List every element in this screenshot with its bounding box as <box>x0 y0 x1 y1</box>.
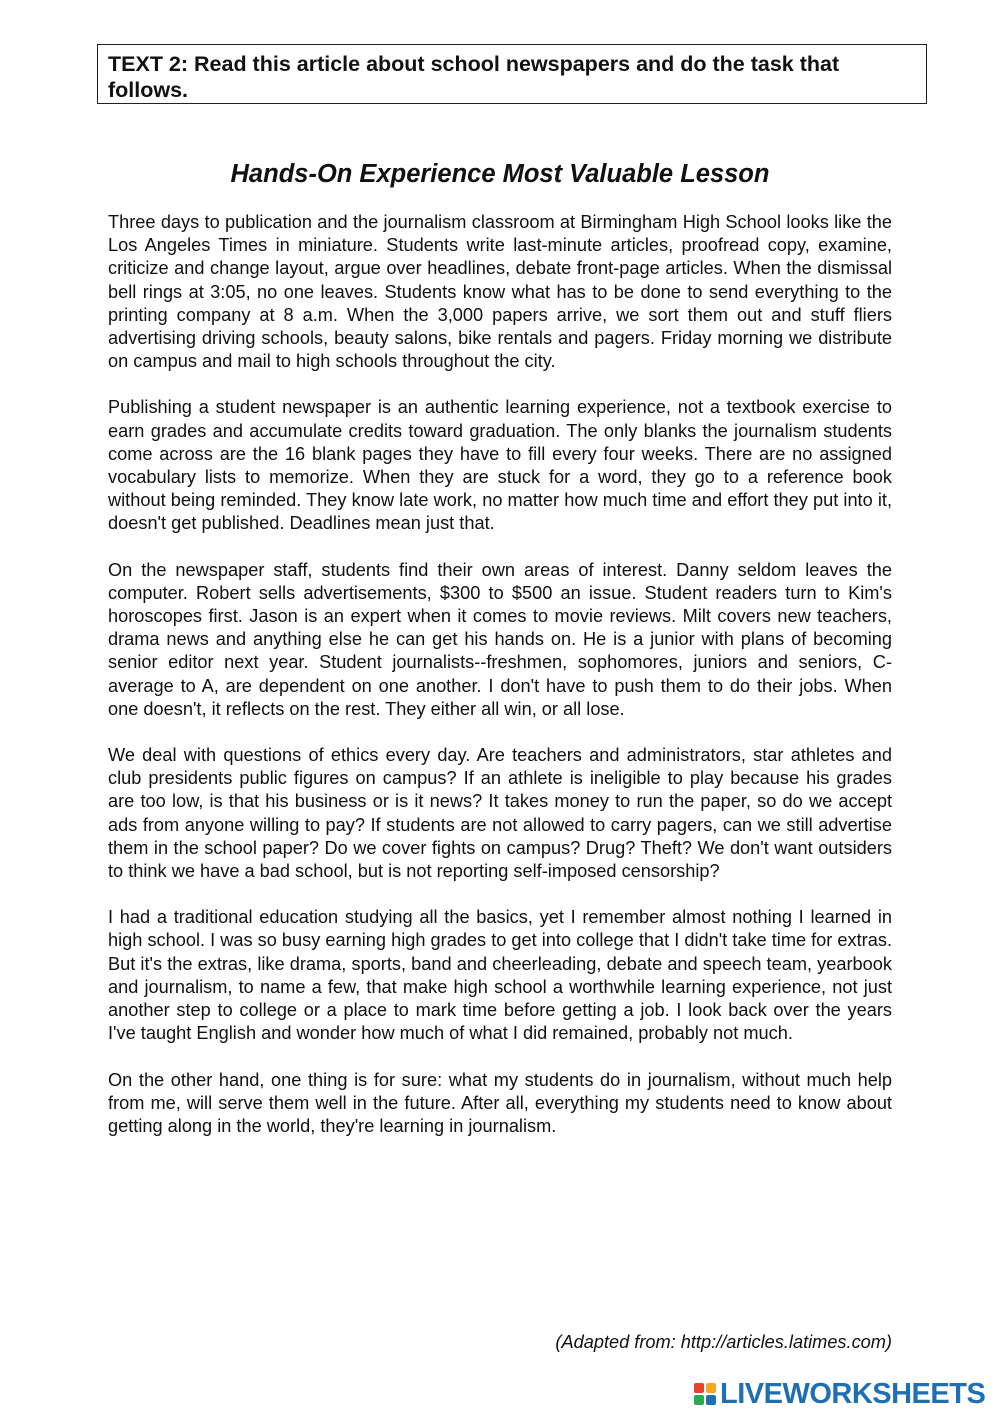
article-body <box>108 211 892 1161</box>
liveworksheets-logo <box>694 1377 985 1411</box>
article-paragraph: Three days to publication and the journalism classroom at Birmingham High School looks like the Los Angeles Times in miniature. Students write last-minute articles, proofread copy, examine, criticize and change layout, argue over headlines, debate front-page articles. When the dismissal bell rings at 3:05, no one leaves. Students know what has to be done to send everything to the printing company at 8 a.m. When the 3,000 papers arrive, we sort them out and stuff fliers advertising driving schools, beauty salons, bike rentals and pagers. Friday morning we distribute on campus and mail to high schools throughout the city. <box>108 212 892 372</box>
logo-square-orange <box>706 1383 716 1393</box>
article-paragraph: We deal with questions of ethics every day. Are teachers and administrators, star athletes and club presidents public figures on campus? If an athlete is ineligible to play because his grades are too low, is that his business or is it news? It takes money to run the paper, so do we accept ads from anyone willing to pay? If students are not allowed to carry pagers, can we still advertise them in the school paper? Do we cover fights on campus? Drug? Theft? We don't want outsiders to think we have a bad school, but is not reporting self-imposed censorship? <box>108 745 892 882</box>
logo-square-red <box>694 1383 704 1393</box>
article-title: Hands-On Experience Most Valuable Lesson <box>230 160 770 188</box>
article-paragraph: Publishing a student newspaper is an authentic learning experience, not a textbook exercise to earn grades and accumulate credits toward graduation. The only blanks the journalism students come across are the 16 blank pages they have to fill every four weeks. There are no assigned vocabulary lists to memorize. When they are stuck for a word, they go to a reference book without being reminded. They know late work, no matter how much time and effort they put into it, doesn't get published. Deadlines mean just that. <box>108 397 892 534</box>
article-paragraph: On the other hand, one thing is for sure: what my students do in journalism, without much help from me, will serve them well in the future. After all, everything my students need to know about getting along in the world, they're learning in journalism. <box>108 1069 892 1136</box>
logo-square-green <box>694 1395 704 1405</box>
article-paragraph: On the newspaper staff, students find their own areas of interest. Danny seldom leaves the computer. Robert sells advertisements, $300 to $500 an issue. Student readers turn to Kim's horoscopes first. Jason is an expert when it comes to movie reviews. Milt covers new teachers, drama news and anything else he can get his hands on. He is a junior with plans of becoming senior editor next year. Student journalists--freshmen, sophomores, juniors and seniors, C-average to A, are dependent on one another. I don't have to push them to do their jobs. When one doesn't, it reflects on the rest. They either all win, or all lose. <box>108 559 892 719</box>
task-instruction-box <box>97 44 927 104</box>
article-source: (Adapted from: http://articles.latimes.com) <box>555 1332 892 1352</box>
task-instruction: TEXT 2: Read this article about school newspapers and do the task that follows. <box>108 52 840 102</box>
logo-square-blue <box>706 1395 716 1405</box>
logo-text: LIVEWORKSHEETS <box>720 1378 986 1410</box>
liveworksheets-logo-icon <box>694 1383 716 1405</box>
article-paragraph: I had a traditional education studying all the basics, yet I remember almost nothing I learned in high school. I was so busy earning high grades to get into college that I didn't take time for extras. But it's the extras, like drama, sports, band and cheerleading, debate and speech team, yearbook and journalism, to name a few, that make high school a worthwhile learning experience, not just another step to college or a place to mark time before getting a job. I look back over the years I've taught English and wonder how much of what I did remained, probably not much. <box>108 907 892 1044</box>
